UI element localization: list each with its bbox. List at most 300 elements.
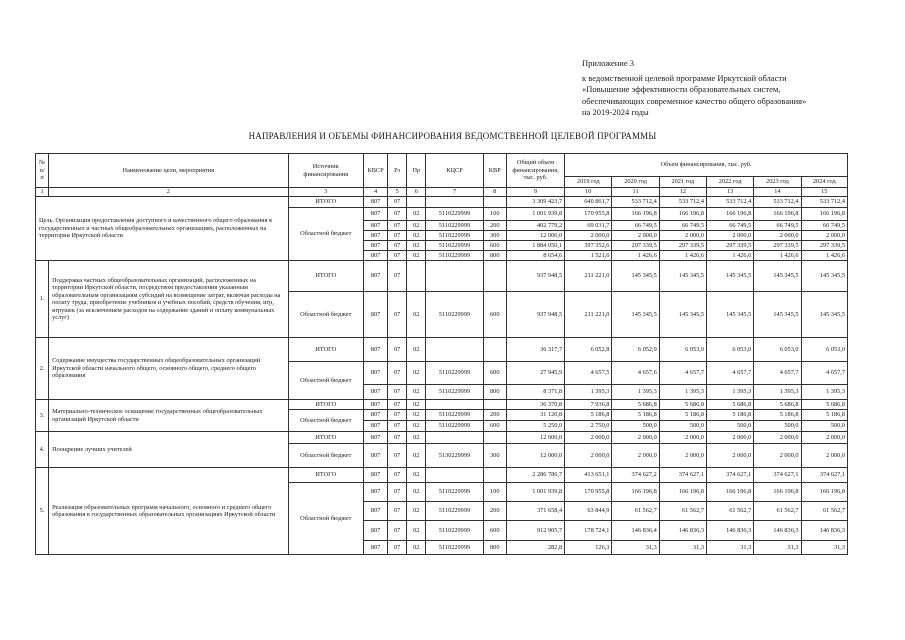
kvsr-cell: 807	[363, 251, 387, 261]
column-number: 5	[388, 188, 407, 197]
year-value-cell: 5 186,8	[707, 410, 754, 421]
table-row	[36, 261, 848, 292]
column-number: 4	[363, 188, 387, 197]
pr-cell	[407, 197, 426, 208]
kcsr-cell	[426, 338, 483, 362]
year-value-cell: 69 031,7	[565, 221, 612, 231]
year-value-cell: 374 627,2	[612, 468, 659, 483]
kcsr-cell: 5110229999	[426, 292, 483, 338]
total-cell: 27 945,9	[506, 362, 564, 385]
funding-source: Областной бюджет	[288, 362, 363, 400]
year-value-cell: 1 521,6	[565, 251, 612, 261]
kvsr-cell: 807	[363, 385, 387, 400]
measure-description: Поддержка частных общеобразовательных организаций, расположенных на территории Иркутской области, посредством предоставления указанным образовательным организациям субсидий на возмещение затрат, включая расходы на оплату труда, приобретение учебников и учебных пособий, средств обучения, игр, игрушек (за исключением расходов на содержание зданий и оплату коммунальных услуг)	[49, 261, 288, 338]
header-rz: Рз	[388, 154, 407, 188]
year-value-cell: 61 562,7	[801, 502, 847, 521]
rz-cell: 07	[388, 241, 407, 251]
year-value-cell: 4 657,7	[754, 362, 801, 385]
total-cell: 12 000,0	[506, 231, 564, 241]
year-value-cell: 166 196,8	[707, 483, 754, 502]
total-cell: 36 370,8	[506, 400, 564, 410]
kvsr-cell: 807	[363, 231, 387, 241]
appendix-title: Приложение 3	[582, 58, 634, 68]
kcsr-cell: 5130229999	[426, 444, 483, 468]
funding-source: ИТОГО	[288, 197, 363, 208]
rz-cell: 07	[388, 468, 407, 483]
kvr-cell: 600	[483, 292, 506, 338]
header-year: 2024 год	[801, 177, 847, 188]
kvr-cell: 200	[483, 502, 506, 521]
pr-cell: 02	[407, 421, 426, 432]
year-value-cell: 2 000,0	[707, 432, 754, 444]
year-value-cell: 6 053,0	[659, 338, 706, 362]
kvr-cell	[483, 338, 506, 362]
year-value-cell: 4 657,7	[659, 362, 706, 385]
year-value-cell: 413 651,1	[565, 468, 612, 483]
year-value-cell: 5 686,8	[707, 400, 754, 410]
year-value-cell: 2 000,0	[565, 231, 612, 241]
year-value-cell: 2 000,0	[659, 231, 706, 241]
year-value-cell: 61 562,7	[754, 502, 801, 521]
year-value-cell: 31,3	[801, 541, 847, 555]
year-value-cell: 2 000,0	[707, 444, 754, 468]
year-value-cell: 146 836,3	[754, 521, 801, 541]
kvr-cell: 600	[483, 421, 506, 432]
year-value-cell: 5 186,8	[659, 410, 706, 421]
year-value-cell: 4 657,7	[707, 362, 754, 385]
pr-cell: 02	[407, 251, 426, 261]
year-value-cell: 61 562,7	[612, 502, 659, 521]
kvr-cell: 100	[483, 208, 506, 221]
header-total: Общий объем финансирования, тыс. руб.	[506, 154, 564, 188]
year-value-cell: 1 395,3	[707, 385, 754, 400]
header-volume: Объем финансирования, тыс. руб.	[565, 154, 848, 177]
year-value-cell: 2 000,0	[707, 231, 754, 241]
year-value-cell: 166 196,8	[754, 208, 801, 221]
pr-cell: 02	[407, 292, 426, 338]
year-value-cell: 533 712,4	[754, 197, 801, 208]
year-value-cell: 66 749,5	[659, 221, 706, 231]
rz-cell: 07	[388, 483, 407, 502]
kvr-cell	[483, 400, 506, 410]
appendix-line: на 2019-2024 годы	[582, 107, 649, 117]
column-number: 2	[49, 188, 288, 197]
kvr-cell	[483, 197, 506, 208]
year-value-cell: 500,0	[659, 421, 706, 432]
year-value-cell: 2 000,0	[754, 231, 801, 241]
total-cell: 1 884 050,1	[506, 241, 564, 251]
year-value-cell: 374 627,1	[659, 468, 706, 483]
total-cell: 1 001 939,8	[506, 208, 564, 221]
rz-cell: 07	[388, 502, 407, 521]
year-value-cell: 166 196,8	[754, 483, 801, 502]
rz-cell: 07	[388, 410, 407, 421]
year-value-cell: 31,3	[707, 541, 754, 555]
kcsr-cell: 5110229999	[426, 421, 483, 432]
year-value-cell: 374 627,1	[754, 468, 801, 483]
pr-cell: 02	[407, 208, 426, 221]
year-value-cell: 2 000,0	[659, 432, 706, 444]
year-value-cell: 297 339,5	[612, 241, 659, 251]
year-value-cell: 2 000,0	[659, 444, 706, 468]
year-value-cell: 145 345,5	[707, 292, 754, 338]
kvsr-cell: 807	[363, 362, 387, 385]
total-cell: 36 317,7	[506, 338, 564, 362]
kvsr-cell: 807	[363, 444, 387, 468]
column-number: 6	[407, 188, 426, 197]
measure-description: Реализация образовательных программ начального, основного и среднего общего образования в государственных образовательных организациях Иркутской области	[49, 468, 288, 555]
year-value-cell: 145 345,5	[754, 261, 801, 292]
header-year: 2023 год	[754, 177, 801, 188]
pr-cell: 02	[407, 521, 426, 541]
year-value-cell: 63 844,9	[565, 502, 612, 521]
kcsr-cell: 5110229999	[426, 251, 483, 261]
kcsr-cell	[426, 261, 483, 292]
year-value-cell: 533 712,4	[801, 197, 847, 208]
total-cell: 3 309 423,7	[506, 197, 564, 208]
goal-description: Цель. Организация предоставления доступного и качественного общего образования в государственных и частных общеобразовательных организациях, расположенных на территории Иркутской области	[36, 197, 289, 261]
measure-description: Материально-техническое оснащение государственных общеобразовательных организаций Иркутской области	[49, 400, 288, 432]
year-value-cell: 4 657,6	[612, 362, 659, 385]
funding-source: ИТОГО	[288, 468, 363, 483]
column-number: 14	[754, 188, 801, 197]
funding-source: Областной бюджет	[288, 444, 363, 468]
year-value-cell: 166 196,8	[801, 483, 847, 502]
year-value-cell: 7 936,8	[565, 400, 612, 410]
column-number: 11	[612, 188, 659, 197]
pr-cell: 02	[407, 241, 426, 251]
kvsr-cell: 807	[363, 241, 387, 251]
kvr-cell: 100	[483, 483, 506, 502]
funding-source: ИТОГО	[288, 400, 363, 410]
measure-description: Поощрение лучших учителей	[49, 432, 288, 468]
kvsr-cell: 807	[363, 400, 387, 410]
funding-source: ИТОГО	[288, 338, 363, 362]
year-value-cell: 145 345,5	[801, 292, 847, 338]
pr-cell: 02	[407, 400, 426, 410]
kvr-cell: 800	[483, 251, 506, 261]
column-number: 7	[426, 188, 483, 197]
header-kvsr: КВСР	[363, 154, 387, 188]
kcsr-cell: 5110229999	[426, 231, 483, 241]
rz-cell: 07	[388, 261, 407, 292]
kvsr-cell: 807	[363, 292, 387, 338]
year-value-cell: 126,3	[565, 541, 612, 555]
kvsr-cell: 807	[363, 410, 387, 421]
year-value-cell: 5 686,8	[754, 400, 801, 410]
year-value-cell: 6 053,0	[754, 338, 801, 362]
year-value-cell: 145 345,5	[801, 261, 847, 292]
year-value-cell: 533 712,4	[707, 197, 754, 208]
column-number: 13	[707, 188, 754, 197]
year-value-cell: 2 000,0	[801, 432, 847, 444]
year-value-cell: 5 686,8	[659, 400, 706, 410]
kvsr-cell: 807	[363, 421, 387, 432]
year-value-cell: 145 345,5	[754, 292, 801, 338]
kvr-cell: 600	[483, 521, 506, 541]
kvr-cell: 300	[483, 444, 506, 468]
rz-cell: 07	[388, 541, 407, 555]
year-value-cell: 166 196,8	[801, 208, 847, 221]
kvr-cell	[483, 432, 506, 444]
appendix-block	[582, 58, 882, 119]
rz-cell: 07	[388, 385, 407, 400]
year-value-cell: 5 686,8	[612, 400, 659, 410]
total-cell: 2 286 786,7	[506, 468, 564, 483]
year-value-cell: 166 196,8	[659, 483, 706, 502]
year-value-cell: 1 395,3	[754, 385, 801, 400]
year-value-cell: 5 186,8	[565, 410, 612, 421]
rz-cell: 07	[388, 231, 407, 241]
kvsr-cell: 807	[363, 197, 387, 208]
kvsr-cell: 807	[363, 208, 387, 221]
pr-cell: 02	[407, 221, 426, 231]
year-value-cell: 31,3	[659, 541, 706, 555]
year-value-cell: 166 196,8	[612, 483, 659, 502]
year-value-cell: 2 000,0	[565, 432, 612, 444]
year-value-cell: 5 186,8	[754, 410, 801, 421]
kcsr-cell: 5110229999	[426, 410, 483, 421]
year-value-cell: 31,3	[612, 541, 659, 555]
year-value-cell: 297 339,5	[659, 241, 706, 251]
kvr-cell: 600	[483, 362, 506, 385]
year-value-cell: 640 861,7	[565, 197, 612, 208]
year-value-cell: 1 426,6	[612, 251, 659, 261]
total-cell: 937 948,5	[506, 261, 564, 292]
year-value-cell: 66 749,5	[707, 221, 754, 231]
year-value-cell: 2 000,0	[801, 231, 847, 241]
year-value-cell: 211 221,0	[565, 261, 612, 292]
year-value-cell: 2 000,0	[612, 231, 659, 241]
table-row	[36, 400, 848, 410]
year-value-cell: 146 836,3	[659, 521, 706, 541]
pr-cell: 02	[407, 362, 426, 385]
funding-source: Областной бюджет	[288, 292, 363, 338]
pr-cell: 02	[407, 483, 426, 502]
header-year: 2021 год	[659, 177, 706, 188]
year-value-cell: 166 196,8	[612, 208, 659, 221]
year-value-cell: 2 000,0	[754, 444, 801, 468]
pr-cell: 02	[407, 541, 426, 555]
kcsr-cell: 5110229999	[426, 521, 483, 541]
year-value-cell: 1 395,3	[612, 385, 659, 400]
table-row	[36, 197, 848, 208]
kvr-cell: 800	[483, 385, 506, 400]
pr-cell: 02	[407, 385, 426, 400]
rz-cell: 07	[388, 208, 407, 221]
year-value-cell: 533 712,4	[659, 197, 706, 208]
year-value-cell: 61 562,7	[707, 502, 754, 521]
kvr-cell: 600	[483, 241, 506, 251]
rz-cell: 07	[388, 251, 407, 261]
header-num: № п/п	[36, 154, 49, 188]
year-value-cell: 500,0	[612, 421, 659, 432]
header-kvr: КВР	[483, 154, 506, 188]
column-number: 3	[288, 188, 363, 197]
funding-source: ИТОГО	[288, 432, 363, 444]
kcsr-cell: 5110229999	[426, 541, 483, 555]
pr-cell: 02	[407, 444, 426, 468]
total-cell: 402 779,2	[506, 221, 564, 231]
year-value-cell: 374 627,1	[801, 468, 847, 483]
kvr-cell	[483, 261, 506, 292]
year-value-cell: 297 339,5	[707, 241, 754, 251]
table-row	[36, 338, 848, 362]
year-value-cell: 5 186,8	[612, 410, 659, 421]
header-pr: Пр	[407, 154, 426, 188]
kcsr-cell	[426, 432, 483, 444]
year-value-cell: 2 000,0	[565, 444, 612, 468]
document-title: НАПРАВЛЕНИЯ И ОБЪЕМЫ ФИНАНСИРОВАНИЯ ВЕДОМСТВЕННОЙ ЦЕЛЕВОЙ ПРОГРАММЫ	[248, 131, 657, 141]
year-value-cell: 145 345,5	[659, 292, 706, 338]
column-number: 8	[483, 188, 506, 197]
year-value-cell: 1 426,6	[754, 251, 801, 261]
year-value-cell: 170 955,8	[565, 208, 612, 221]
year-value-cell: 397 352,6	[565, 241, 612, 251]
year-value-cell: 146 836,3	[801, 521, 847, 541]
kcsr-cell: 5110229999	[426, 221, 483, 231]
kvr-cell: 300	[483, 231, 506, 241]
year-value-cell: 1 426,6	[801, 251, 847, 261]
year-value-cell: 145 345,5	[612, 261, 659, 292]
header-name: Наименование цели, мероприятия	[49, 154, 288, 188]
rz-cell: 07	[388, 432, 407, 444]
row-index: 2.	[36, 338, 49, 400]
year-value-cell: 2 000,0	[801, 444, 847, 468]
pr-cell: 02	[407, 231, 426, 241]
year-value-cell: 1 426,6	[659, 251, 706, 261]
year-value-cell: 145 345,5	[707, 261, 754, 292]
kcsr-cell	[426, 197, 483, 208]
pr-cell: 02	[407, 432, 426, 444]
total-cell: 937 948,5	[506, 292, 564, 338]
kvsr-cell: 807	[363, 502, 387, 521]
rz-cell: 07	[388, 197, 407, 208]
total-cell: 5 250,0	[506, 421, 564, 432]
kvr-cell: 200	[483, 410, 506, 421]
column-number: 1	[36, 188, 49, 197]
year-value-cell: 1 395,3	[659, 385, 706, 400]
year-value-cell: 533 712,4	[612, 197, 659, 208]
year-value-cell: 31,3	[754, 541, 801, 555]
rz-cell: 07	[388, 400, 407, 410]
pr-cell: 02	[407, 502, 426, 521]
funding-source: ИТОГО	[288, 261, 363, 292]
column-number: 10	[565, 188, 612, 197]
financing-table	[35, 153, 848, 555]
kvsr-cell: 807	[363, 261, 387, 292]
measure-description: Содержание имущества государственных общеобразовательных организаций Иркутской области начального общего, основного общего, среднего общего образования	[49, 338, 288, 400]
total-cell: 8 371,8	[506, 385, 564, 400]
year-value-cell: 166 196,8	[707, 208, 754, 221]
year-value-cell: 6 052,8	[565, 338, 612, 362]
year-value-cell: 500,0	[707, 421, 754, 432]
year-value-cell: 500,0	[754, 421, 801, 432]
year-value-cell: 2 000,0	[612, 444, 659, 468]
year-value-cell: 211 221,0	[565, 292, 612, 338]
kcsr-cell: 5110229999	[426, 502, 483, 521]
year-value-cell: 1 395,3	[801, 385, 847, 400]
header-kcsr: КЦСР	[426, 154, 483, 188]
rz-cell: 07	[388, 421, 407, 432]
year-value-cell: 4 657,7	[801, 362, 847, 385]
kvsr-cell: 807	[363, 541, 387, 555]
year-value-cell: 6 052,9	[612, 338, 659, 362]
row-index: 4.	[36, 432, 49, 468]
appendix-line: «Повышение эффективности образовательных систем,	[582, 84, 781, 94]
year-value-cell: 297 339,5	[754, 241, 801, 251]
funding-source: Областной бюджет	[288, 410, 363, 432]
year-value-cell: 66 749,5	[801, 221, 847, 231]
year-value-cell: 6 053,0	[801, 338, 847, 362]
year-value-cell: 146 836,3	[707, 521, 754, 541]
funding-source: Областной бюджет	[288, 483, 363, 555]
rz-cell: 07	[388, 338, 407, 362]
row-index: 5.	[36, 468, 49, 555]
kcsr-cell	[426, 400, 483, 410]
column-number: 12	[659, 188, 706, 197]
year-value-cell: 145 345,5	[612, 292, 659, 338]
kvsr-cell: 807	[363, 521, 387, 541]
rz-cell: 07	[388, 221, 407, 231]
table-body	[36, 197, 848, 555]
kvr-cell: 800	[483, 541, 506, 555]
year-value-cell: 297 339,5	[801, 241, 847, 251]
year-value-cell: 66 749,5	[754, 221, 801, 231]
header-year: 2022 год	[707, 177, 754, 188]
year-value-cell: 500,0	[801, 421, 847, 432]
rz-cell: 07	[388, 521, 407, 541]
kvsr-cell: 807	[363, 468, 387, 483]
year-value-cell: 166 196,8	[659, 208, 706, 221]
year-value-cell: 4 657,5	[565, 362, 612, 385]
table-row	[36, 468, 848, 483]
header-year: 2019 год	[565, 177, 612, 188]
kvsr-cell: 807	[363, 221, 387, 231]
pr-cell: 02	[407, 338, 426, 362]
year-value-cell: 178 724,1	[565, 521, 612, 541]
pr-cell: 02	[407, 410, 426, 421]
kcsr-cell: 5110229999	[426, 208, 483, 221]
rz-cell: 07	[388, 292, 407, 338]
total-cell: 12 000,0	[506, 444, 564, 468]
year-value-cell: 374 627,1	[707, 468, 754, 483]
pr-cell	[407, 261, 426, 292]
kcsr-cell: 5110229999	[426, 241, 483, 251]
year-value-cell: 1 395,3	[565, 385, 612, 400]
kvr-cell	[483, 468, 506, 483]
header-source: Источник финансирования	[288, 154, 363, 188]
kcsr-cell: 5110229999	[426, 385, 483, 400]
kvr-cell: 200	[483, 221, 506, 231]
row-index: 1.	[36, 261, 49, 338]
kvsr-cell: 807	[363, 432, 387, 444]
pr-cell: 02	[407, 468, 426, 483]
total-cell: 1 001 939,8	[506, 483, 564, 502]
year-value-cell: 145 345,5	[659, 261, 706, 292]
year-value-cell: 61 562,7	[659, 502, 706, 521]
total-cell: 912 905,7	[506, 521, 564, 541]
year-value-cell: 2 000,0	[612, 432, 659, 444]
year-value-cell: 146 836,4	[612, 521, 659, 541]
total-cell: 282,8	[506, 541, 564, 555]
total-cell: 8 654,6	[506, 251, 564, 261]
year-value-cell: 170 955,8	[565, 483, 612, 502]
kcsr-cell: 5110229999	[426, 362, 483, 385]
year-value-cell: 2 750,0	[565, 421, 612, 432]
row-index: 3.	[36, 400, 49, 432]
year-value-cell: 1 426,6	[707, 251, 754, 261]
